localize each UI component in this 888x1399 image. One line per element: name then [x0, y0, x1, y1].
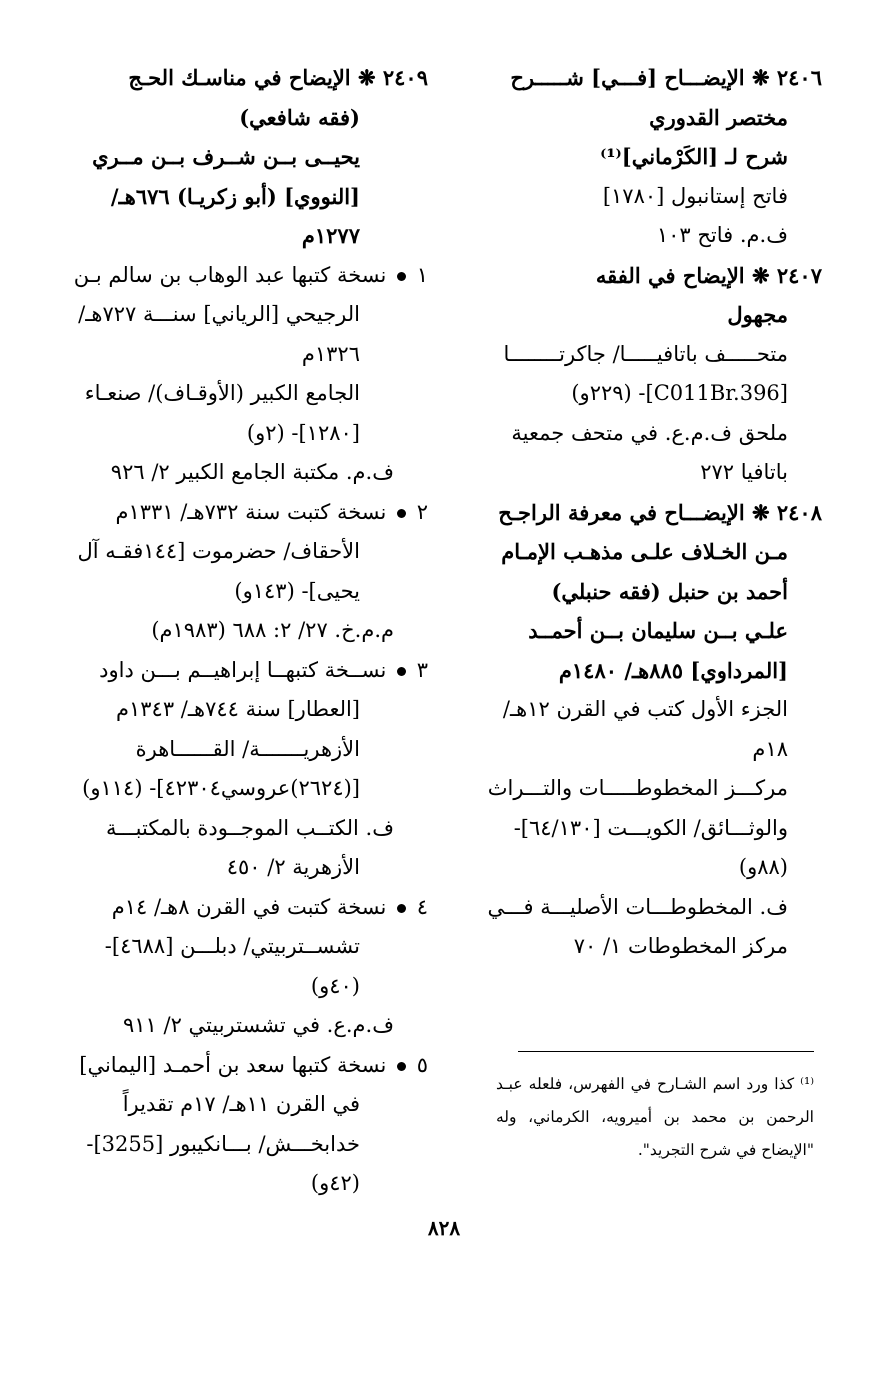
left-column [73, 58, 428, 1204]
copy-reference: ف.م.ع. في تشستربيتي ٢/ ٩١١ [122, 1013, 394, 1037]
footnote-line: ⁽¹⁾ كذا ورد اسم الشـارح في الفهرس، فلعله عبـد [496, 1075, 814, 1093]
copy-2 [77, 493, 428, 651]
right-column [474, 58, 822, 967]
copy-library: تشســتربيتي/ دبلـــن [٤٦٨٨]- [104, 934, 360, 958]
page-number: ٨٢٨ [427, 1216, 461, 1240]
copy-number: ١ [416, 262, 428, 287]
entry-2406 [474, 58, 822, 256]
copy-library: الأحقاف/ حضرموت [١٤٤فقـه آل [77, 539, 360, 563]
entry-author-cont: [النووي] (أبو زكريـا) ٦٧٦هـ/ [110, 183, 360, 209]
entry-reference-cont: مركز المخطوطات ١/ ٧٠ [573, 934, 788, 958]
copy-4 [96, 888, 428, 1046]
copy-1 [73, 256, 428, 493]
copy-line: [العطار] سنة ٧٤٤هـ/ ١٣٤٣م [115, 697, 360, 721]
entry-library: مركـــز المخطوطـــــات والتـــراث [487, 776, 788, 800]
entry-reference: ف. المخطوطـــات الأصليـــة فـــي [487, 894, 788, 919]
bullet-icon [397, 272, 406, 281]
copy-3 [82, 651, 428, 888]
bullet-icon [397, 509, 406, 518]
copy-line [96, 888, 428, 928]
copy-library: خدابخـــش/ بـــانكيبور [3255]- [86, 1131, 360, 1156]
entry-shelfmark: (٨٨و) [738, 855, 788, 879]
copy-number: ٤ [416, 894, 428, 919]
footnote-separator [518, 1051, 814, 1052]
copy-shelfmark: يحيى]- (١٤٣و) [234, 578, 360, 603]
copy-line: الرجيحي [الرياني] سنـــة ٧٢٧هـ/ [78, 302, 360, 326]
copy-reference: ف.م. مكتبة الجامع الكبير ٢/ ٩٢٦ [110, 460, 394, 484]
entry-library: فاتح إستانبول [١٧٨٠] [602, 183, 788, 208]
bullet-icon [397, 667, 406, 676]
entry-library-cont: والوثـــائق/ الكويـــت [٦٤/١٣٠]- [513, 815, 788, 840]
copy-line [79, 1046, 428, 1086]
entry-reference: ملحق ف.م.ع. في متحف جمعية [511, 420, 788, 445]
copy-number: ٣ [416, 657, 428, 682]
entry-2409 [92, 58, 428, 256]
entry-library: متحـــــف باتافيـــــا/ جاكرتــــــــا [503, 341, 788, 366]
entry-2408 [474, 493, 822, 967]
copy-reference-cont: الأزهرية ٢/ ٤٥٠ [226, 855, 360, 879]
footnote-line: الرحمن بن محمد بن أميرويه، الكرماني، وله [496, 1108, 814, 1126]
entry-title: ٢٤٠٧ ❋ الإيضاح في الفقه [595, 262, 822, 288]
copy-text: نسخة كتبها سعد بن أحمـد [اليماني] [79, 1052, 387, 1077]
copy-text: نسخة كتبها عبد الوهاب بن سالم بـن [73, 262, 387, 287]
entry-title: ٢٤٠٨ ❋ الإيضـــاح في معرفة الراجـح [498, 499, 822, 525]
copy-line [73, 256, 428, 296]
entry-author: علـي بــن سليمان بــن أحمــد [528, 618, 788, 643]
copy-line [96, 651, 428, 691]
entry-note-cont: ١٨م [752, 736, 788, 761]
copy-number: ٥ [416, 1052, 428, 1077]
entry-title-cont: مختصر القدوري [649, 104, 788, 130]
entry-title: ٢٤٠٦ ❋ الإيضـــاح [فـــي] شـــــرح [510, 65, 822, 90]
entry-title-cont: مـن الخـلاف علـى مذهـب الإمـام [501, 539, 788, 564]
copy-shelfmark: [(٢٦٢٤)عروسي٤٢٣٠٤]- (١١٤و) [82, 776, 360, 800]
copy-number: ٢ [416, 499, 428, 524]
entry-title: ٢٤٠٩ ❋ الإيضاح في مناسـك الحـج [128, 65, 428, 90]
copy-shelfmark: (٤٠و) [310, 973, 360, 998]
entry-author: مجهول [727, 302, 788, 327]
copy-line [96, 493, 428, 533]
copy-text: نســخة كتبهــا إبراهيــم بـــن داود [99, 657, 387, 682]
entry-reference-cont: باتافيا ٢٧٢ [700, 460, 788, 484]
copy-line: في القرن ١١هـ/ ١٧م تقديراً [122, 1092, 360, 1116]
entry-commentator: شرح لـ [الكَرْماني]⁽¹⁾ [600, 144, 788, 169]
entry-title-cont: أحمد بن حنبل (فقه حنبلي) [551, 578, 788, 604]
footnote-line: "الإيضاح في شرح التجريد". [637, 1141, 814, 1159]
copy-reference: ف. الكتــب الموجــودة بالمكتبـــة [105, 815, 394, 840]
entry-2407 [474, 256, 822, 493]
copy-text: نسخة كتبت في القرن ٨هـ/ ١٤م [111, 894, 387, 919]
entry-shelfmark: [C011Br.396]- (٢٢٩و) [571, 381, 788, 405]
bullet-icon [397, 1062, 406, 1071]
copy-5 [79, 1046, 428, 1204]
entry-subject: (فقه شافعي) [239, 104, 360, 130]
entry-author-date: ١٢٧٧م [301, 223, 360, 248]
copy-shelfmark: (٤٢و) [310, 1171, 360, 1195]
copy-text: نسخة كتبت سنة ٧٣٢هـ/ ١٣٣١م [115, 499, 387, 524]
footnote [496, 1068, 814, 1167]
entry-note: الجزء الأول كتب في القرن ١٢هـ/ [502, 697, 788, 721]
entry-author: يحيــى بــن شــرف بــن مــري [92, 144, 360, 169]
copy-shelfmark: [١٢٨٠]- (٢و) [246, 420, 360, 445]
entry-reference: ف.م. فاتح ١٠٣ [656, 223, 788, 247]
entry-author-cont: [المرداوي] ٨٨٥هـ/ ١٤٨٠م [558, 657, 788, 683]
copy-library: الأزهريـــــــة/ القــــــاهرة [135, 736, 360, 761]
copy-reference: م.م.خ. ٢٧/ ٢: ٦٨٨ (١٩٨٣م) [151, 618, 394, 642]
bullet-icon [397, 904, 406, 913]
copy-library: الجامع الكبير (الأوقـاف)/ صنعـاء [84, 381, 360, 405]
copy-line: ١٣٢٦م [301, 341, 360, 366]
